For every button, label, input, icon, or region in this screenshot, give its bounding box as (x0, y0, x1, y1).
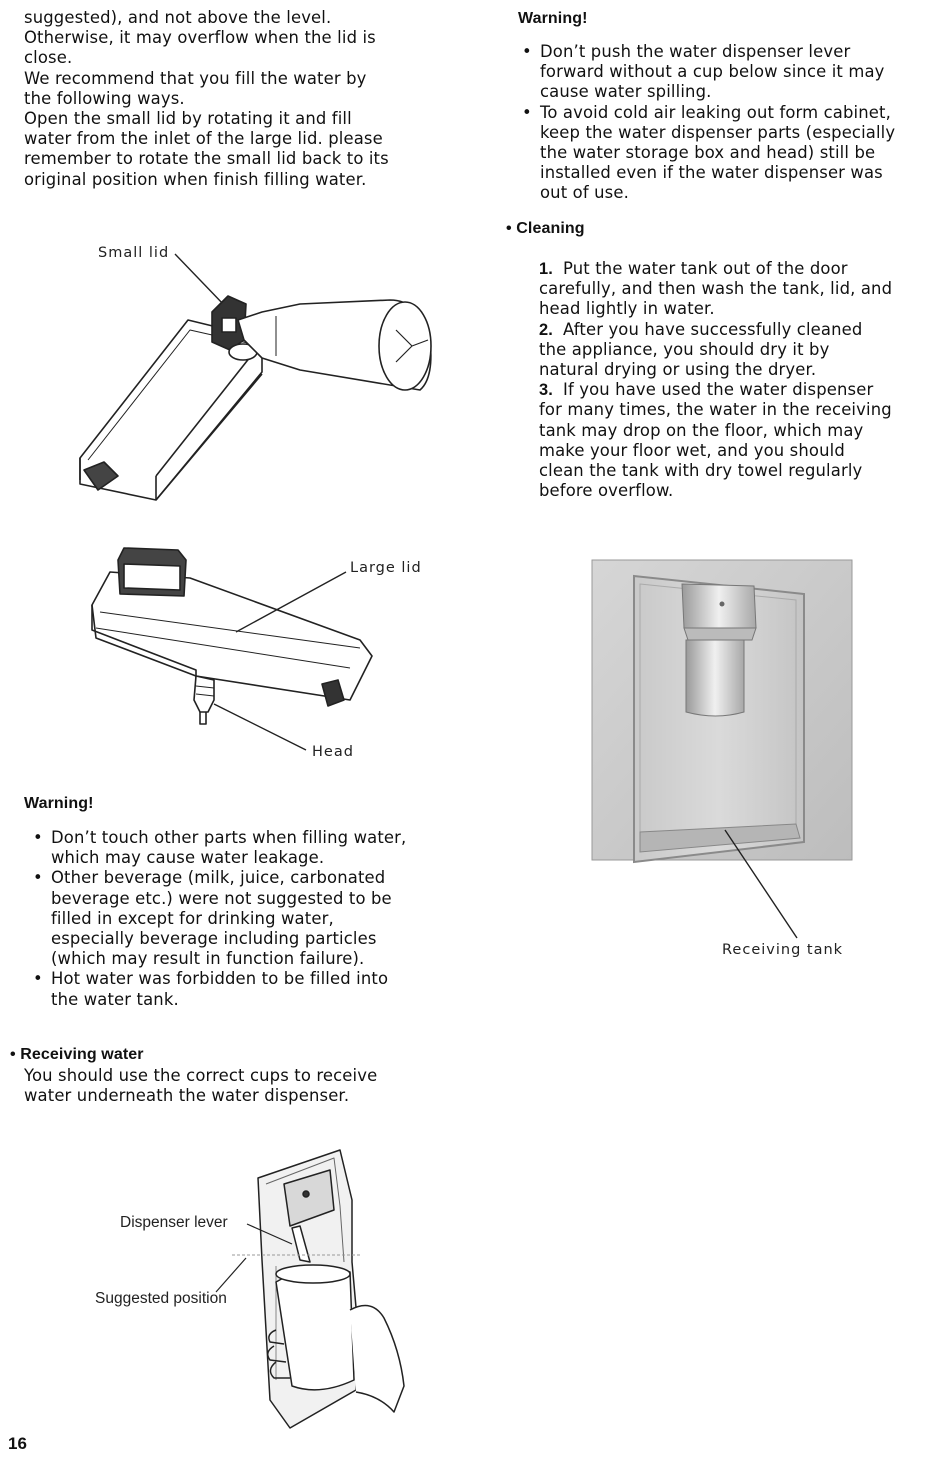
page-number: 16 (8, 1434, 27, 1453)
cleaning-heading: • Cleaning (506, 220, 585, 237)
list-item: • To avoid cold air leaking out form cabinet, keep the water dispenser parts (especially the water storage box and head) still be installed even if the water dispenser was out of use. (522, 102, 896, 203)
receiving-tank-label: Receiving tank (722, 942, 844, 958)
list-item: • Other beverage (milk, juice, carbonated beverage etc.) were not suggested to be filled in except for drinking water, especially beverage including particles (which may result in function failure). (33, 868, 392, 969)
warning-left-title: Warning! (24, 795, 94, 812)
small-lid-label: Small lid (98, 245, 170, 261)
large-lid-label: Large lid (350, 560, 422, 576)
list-item: 1. Put the water tank out of the door carefully, and then wash the tank, lid, and head lightly in water. (539, 259, 893, 319)
receiving-water-heading: • Receiving water (10, 1046, 144, 1063)
intro-paragraph: suggested), and not above the level. Otherwise, it may overflow when the lid is close. We recommend that you fill the water by the following ways. Open the small lid by rotating it and fill water from the inlet of the large lid. please remember to rotate the small lid back to its original position when finish filling water. (24, 8, 389, 189)
list-item: • Don’t touch other parts when filling water, which may cause water leakage. (33, 828, 407, 868)
list-item: • Don’t push the water dispenser lever forward without a cup below since it may cause water spilling. (522, 42, 885, 102)
list-item: • Hot water was forbidden to be filled into the water tank. (33, 969, 389, 1009)
suggested-position-label: Suggested position (95, 1290, 227, 1307)
list-item: 3. If you have used the water dispenser for many times, the water in the receiving tank may drop on the floor, which may make your floor wet, and you should clean the tank with dry towel regularly before overflow. (539, 380, 892, 501)
list-item: 2. After you have successfully cleaned the appliance, you should dry it by natural drying or using the dryer. (539, 319, 863, 380)
head-label: Head (312, 744, 354, 760)
warning-right-title: Warning! (518, 10, 588, 27)
dispenser-lever-label: Dispenser lever (120, 1214, 228, 1231)
receiving-water-text: You should use the correct cups to receive water underneath the water dispenser. (24, 1066, 378, 1106)
